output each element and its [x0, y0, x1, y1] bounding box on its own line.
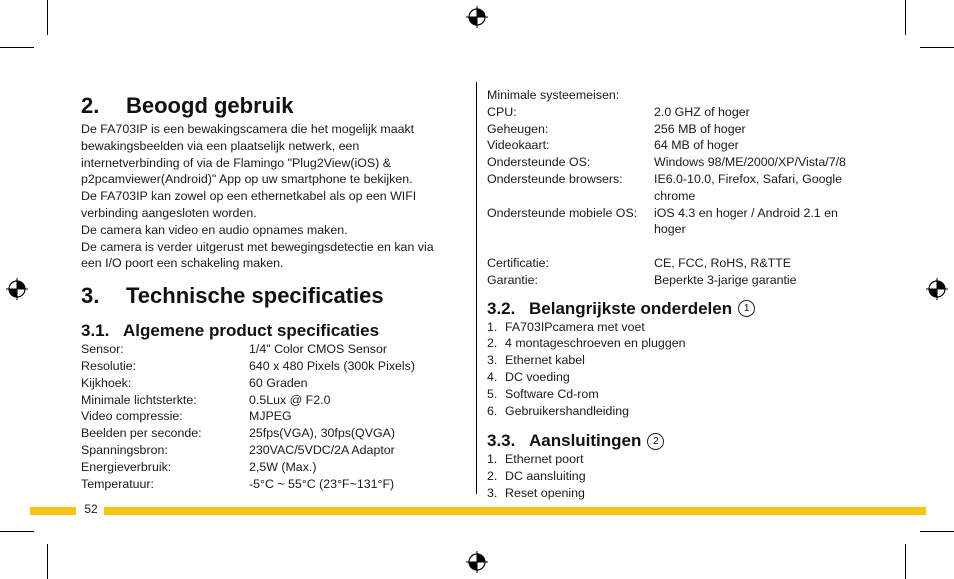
list-number: 1. — [487, 452, 498, 467]
list-item — [487, 451, 867, 468]
spec-value: 0.5Lux @ F2.0 — [249, 392, 331, 407]
list-text: DC voeding — [505, 369, 570, 384]
spec-value: 1/4" Color CMOS Sensor — [249, 342, 387, 357]
spec-label: Temperatuur: — [81, 476, 154, 491]
crop-mark — [47, 0, 48, 35]
spec-row — [81, 442, 461, 459]
spec-row — [487, 171, 867, 205]
list-number: 4. — [487, 369, 498, 384]
spec-value: IE6.0-10.0, Firefox, Safari, Google chrome — [654, 171, 843, 203]
spec-value: CE, FCC, RoHS, R&TTE — [654, 255, 791, 270]
parts-list — [487, 319, 867, 420]
spec-value: Beperkte 3-jarige garantie — [654, 272, 797, 287]
crop-mark — [0, 47, 34, 48]
spec-row — [81, 375, 461, 392]
figure-ref-icon: 2 — [647, 433, 664, 450]
spec-label: Ondersteunde OS: — [487, 155, 591, 170]
spec-label: Ondersteunde browsers: — [487, 171, 623, 186]
paragraph: De camera is verder uitgerust met bewegingsdetectie en kan via een I/O poort een schakeling maken. — [81, 239, 434, 271]
spec-row — [81, 341, 461, 358]
registration-mark-icon — [466, 6, 488, 28]
list-item — [487, 468, 867, 485]
spec-label: Videokaart: — [487, 138, 550, 153]
page-number: 52 — [81, 502, 101, 516]
left-column — [81, 93, 461, 492]
spec-label: Sensor: — [81, 342, 124, 357]
spec-label: Garantie: — [487, 272, 538, 287]
spec-row — [487, 272, 867, 289]
spec-label: Geheugen: — [487, 121, 549, 136]
list-text: Ethernet poort — [505, 452, 584, 467]
spec-label: CPU: — [487, 104, 517, 119]
footer-bar — [104, 507, 926, 515]
section-2-heading: 2. Beoogd gebruik — [81, 93, 294, 118]
crop-mark — [905, 544, 906, 579]
registration-mark-icon — [6, 278, 28, 300]
spec-value: 2.0 GHZ of hoger — [654, 104, 750, 119]
spec-value: 60 Graden — [249, 375, 308, 390]
spec-label: Certificatie: — [487, 255, 549, 270]
spec-row — [81, 459, 461, 476]
spec-row — [487, 205, 867, 239]
list-text: Software Cd-rom — [505, 386, 599, 401]
spec-value: 230VAC/5VDC/2A Adaptor — [249, 442, 395, 457]
sysreq-title: Minimale systeemeisen: — [487, 88, 620, 102]
list-number: 2. — [487, 469, 498, 484]
spec-label: Minimale lichtsterkte: — [81, 392, 197, 407]
footer-bar — [30, 507, 76, 515]
sysreq-table — [487, 104, 867, 238]
spec-row — [487, 137, 867, 154]
spec-label: Beelden per seconde: — [81, 426, 202, 441]
spec-value: 256 MB of hoger — [654, 121, 746, 136]
spec-value: 640 x 480 Pixels (300k Pixels) — [249, 358, 415, 373]
crop-mark — [47, 544, 48, 579]
spec-value: 64 MB of hoger — [654, 138, 739, 153]
list-number: 3. — [487, 485, 498, 500]
list-item — [487, 485, 867, 502]
spec-label: Energieverbruik: — [81, 459, 172, 474]
paragraph: De FA703IP is een bewakingscamera die het mogelijk maakt bewakingsbeelden via een plaatselijk netwerk, een internetverbinding of via de Flamingo "Plug2View(iOS) & p2pcamviewer(Android)" App op uw smartphone te bekijken. — [81, 122, 415, 187]
paragraph: De FA703IP kan zowel op een ethernetkabel als op een WIFI verbinding aangesloten worden. — [81, 189, 417, 220]
section-3-heading: 3. Technische specificaties — [81, 283, 384, 309]
spec-value: iOS 4.3 en hoger / Android 2.1 en hoger — [654, 205, 838, 237]
spec-row — [81, 408, 461, 425]
spec-value: MJPEG — [249, 409, 292, 424]
spec-label: Spanningsbron: — [81, 442, 168, 457]
spec-label: Ondersteunde mobiele OS: — [487, 205, 638, 220]
crop-mark — [0, 531, 34, 532]
list-item — [487, 386, 867, 403]
crop-mark — [920, 531, 954, 532]
spec-row — [487, 104, 867, 121]
section-2-body — [81, 121, 461, 272]
spec-label: Kijkhoek: — [81, 375, 132, 390]
list-text: Gebruikershandleiding — [505, 403, 629, 418]
registration-mark-icon — [926, 278, 948, 300]
list-item — [487, 403, 867, 420]
list-text: DC aansluiting — [505, 469, 586, 484]
spec-row — [487, 154, 867, 171]
section-3-3-heading: 3.3. Aansluitingen 2 — [487, 431, 867, 451]
list-item — [487, 335, 867, 352]
figure-ref-icon: 1 — [738, 300, 755, 317]
crop-mark — [920, 47, 954, 48]
cert-table — [487, 255, 867, 289]
spec-value: -5°C ~ 55°C (23°F~131°F) — [249, 476, 395, 491]
spec-row — [81, 476, 461, 493]
crop-mark — [905, 0, 906, 35]
list-text: 4 montageschroeven en pluggen — [505, 336, 686, 351]
list-item — [487, 319, 867, 336]
paragraph: De camera kan video en audio opnames maken. — [81, 222, 348, 237]
spec-row — [81, 392, 461, 409]
list-text: Ethernet kabel — [505, 353, 585, 368]
spec-row — [81, 358, 461, 375]
section-3-2-heading: 3.2. Belangrijkste onderdelen 1 — [487, 299, 867, 319]
list-number: 6. — [487, 403, 498, 418]
registration-mark-icon — [466, 551, 488, 573]
spec-label: Resolutie: — [81, 358, 137, 373]
list-number: 3. — [487, 353, 498, 368]
spec-row — [487, 255, 867, 272]
list-number: 2. — [487, 336, 498, 351]
spec-table — [81, 341, 461, 492]
list-item — [487, 352, 867, 369]
spec-row — [487, 121, 867, 138]
list-item — [487, 369, 867, 386]
spec-value: 25fps(VGA), 30fps(QVGA) — [249, 426, 395, 441]
spec-label: Video compressie: — [81, 409, 183, 424]
section-3-1-heading: 3.1. Algemene product specificaties — [81, 321, 380, 341]
list-text: FA703IPcamera met voet — [505, 319, 645, 334]
list-number: 1. — [487, 319, 498, 334]
list-text: Reset opening — [505, 485, 585, 500]
spec-value: 2,5W (Max.) — [249, 459, 317, 474]
spec-value: Windows 98/ME/2000/XP/Vista/7/8 — [654, 155, 846, 170]
connections-list — [487, 451, 867, 501]
column-divider — [476, 82, 477, 494]
spec-row — [81, 425, 461, 442]
right-column — [487, 87, 867, 502]
list-number: 5. — [487, 386, 498, 401]
